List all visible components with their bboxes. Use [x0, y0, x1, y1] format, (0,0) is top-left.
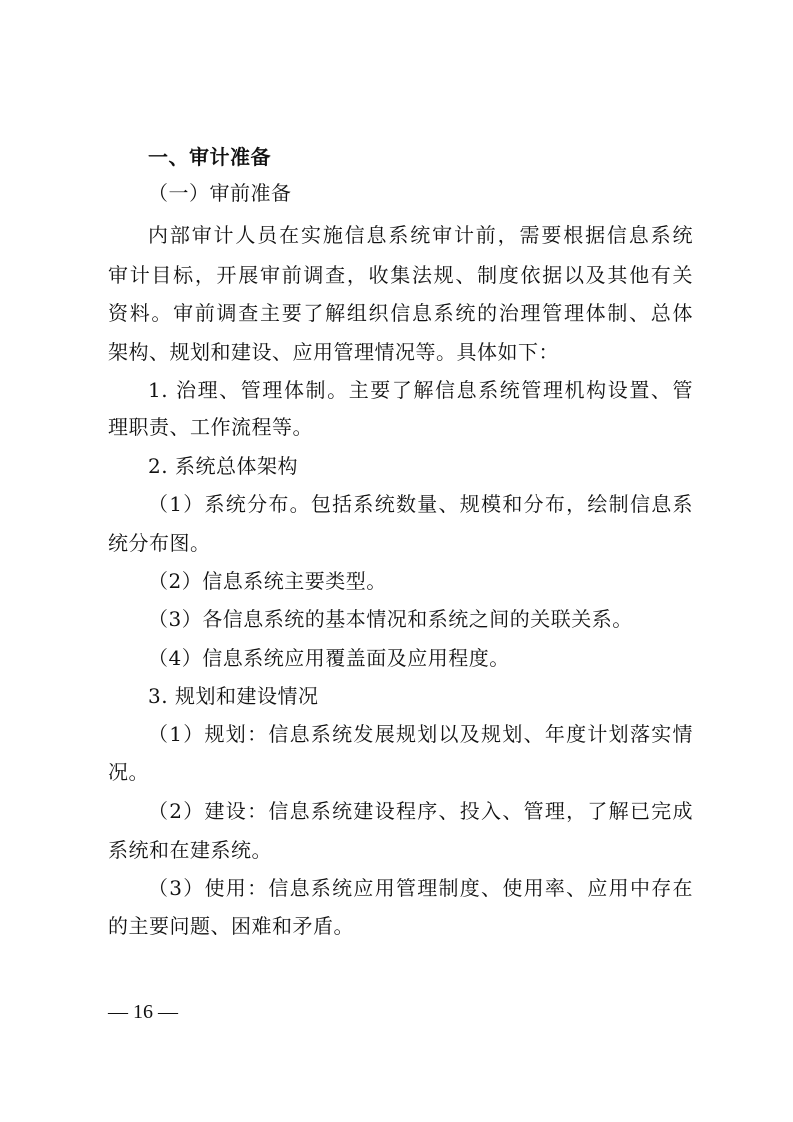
item3-sub1-line-1: （1）规划：信息系统发展规划以及规划、年度计划落实情 — [148, 722, 693, 746]
page-number: — 16 — — [108, 1001, 178, 1023]
item3-sub1-line-2: 况。 — [108, 760, 149, 784]
item1-line-1: 1. 治理、管理体制。主要了解信息系统管理机构设置、管 — [148, 378, 693, 402]
item2-title: 2. 系统总体架构 — [148, 454, 298, 478]
intro-line-3: 资料。审前调查主要了解组织信息系统的治理管理体制、总体 — [108, 301, 693, 325]
section-heading: 一、审计准备 — [148, 145, 271, 169]
item1-line-2: 理职责、工作流程等。 — [108, 415, 313, 439]
item2-sub2: （2）信息系统主要类型。 — [148, 569, 387, 593]
item3-sub3-line-2: 的主要问题、困难和矛盾。 — [108, 914, 354, 938]
item2-sub1-line-2: 统分布图。 — [108, 531, 211, 555]
section-subheading: （一）审前准备 — [148, 181, 292, 205]
item2-sub1-line-1: （1）系统分布。包括系统数量、规模和分布，绘制信息系 — [148, 492, 693, 516]
intro-line-2: 审计目标，开展审前调查，收集法规、制度依据以及其他有关 — [108, 263, 693, 287]
item2-sub4: （4）信息系统应用覆盖面及应用程度。 — [148, 646, 510, 670]
intro-line-1: 内部审计人员在实施信息系统审计前，需要根据信息系统 — [148, 223, 693, 247]
item2-sub3: （3）各信息系统的基本情况和系统之间的关联关系。 — [148, 607, 633, 631]
item3-sub3-line-1: （3）使用：信息系统应用管理制度、使用率、应用中存在 — [148, 876, 693, 900]
item3-sub2-line-1: （2）建设：信息系统建设程序、投入、管理，了解已完成 — [148, 799, 693, 823]
intro-line-4: 架构、规划和建设、应用管理情况等。具体如下： — [108, 340, 559, 364]
item3-title: 3. 规划和建设情况 — [148, 684, 319, 708]
item3-sub2-line-2: 系统和在建系统。 — [108, 838, 272, 862]
